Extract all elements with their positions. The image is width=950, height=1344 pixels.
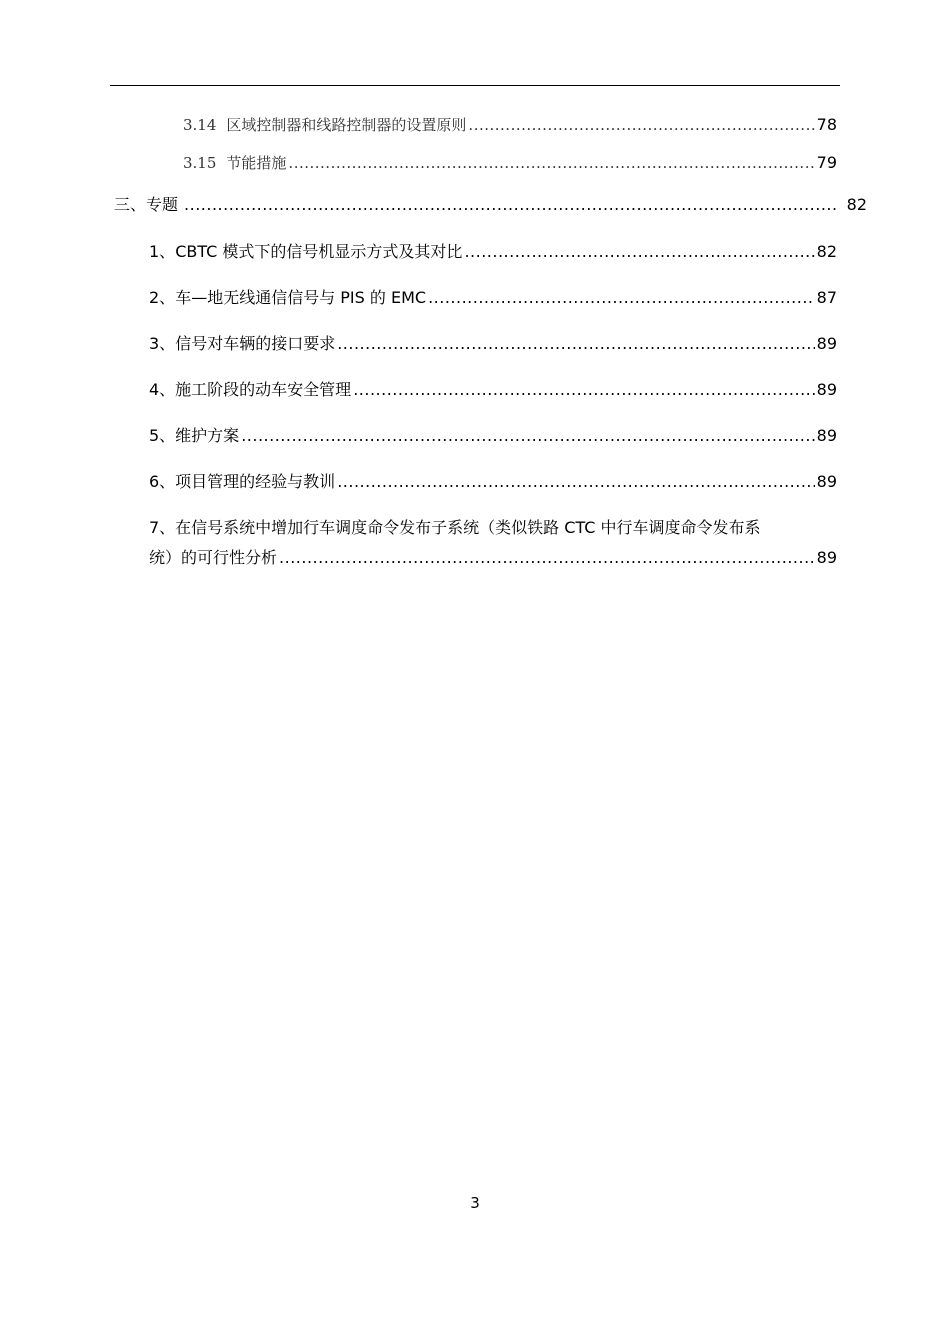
- toc-leader: [464, 242, 814, 261]
- toc-leader: [279, 548, 815, 567]
- toc-entry[interactable]: [183, 152, 837, 176]
- toc-title: CBTC 模式下的信号机显示方式及其对比: [175, 242, 463, 261]
- toc-page: 78: [816, 115, 837, 134]
- toc-leader: [337, 334, 814, 353]
- toc-leader: [353, 380, 814, 399]
- toc-number: 3.14: [183, 116, 217, 134]
- toc-leader: [337, 472, 814, 491]
- header-rule: [110, 85, 840, 86]
- toc-entry[interactable]: [149, 331, 837, 355]
- toc-page: 87: [816, 288, 837, 307]
- toc-page: 89: [816, 548, 837, 567]
- toc-entry[interactable]: [149, 545, 837, 569]
- toc-page: 79: [816, 153, 837, 172]
- toc-entry[interactable]: [149, 377, 837, 401]
- toc-leader: [184, 195, 839, 214]
- toc-page: 89: [816, 334, 837, 353]
- toc-leader: [241, 426, 814, 445]
- toc-title: 6、项目管理的经验与教训: [149, 472, 336, 491]
- toc-title: 专题: [146, 195, 179, 214]
- toc-leader: [288, 154, 814, 172]
- toc-entry[interactable]: [149, 423, 837, 447]
- toc-title: 节能措施: [226, 154, 287, 172]
- toc-number: 1、: [149, 242, 176, 261]
- toc-entry[interactable]: [183, 114, 837, 138]
- toc-number: 3.15: [183, 154, 217, 172]
- toc-page: 82: [816, 242, 837, 261]
- toc-title-line1[interactable]: 7、在信号系统中增加行车调度命令发布子系统（类似铁路 CTC 中行车调度命令发布系: [149, 518, 761, 537]
- toc-entry[interactable]: [114, 192, 867, 216]
- toc-entry[interactable]: [149, 469, 837, 493]
- toc-leader: [428, 288, 815, 307]
- page-number: 3: [470, 1194, 480, 1212]
- toc-title: 信号对车辆的接口要求: [175, 334, 336, 353]
- toc-page: 82: [846, 195, 867, 214]
- toc-page: 89: [816, 426, 837, 445]
- toc-number: 3、: [149, 334, 176, 353]
- toc-entry[interactable]: [149, 285, 837, 309]
- toc-title-line2: 统）的可行性分析: [149, 548, 278, 567]
- toc-number: 2、: [149, 288, 176, 307]
- toc-title: 区域控制器和线路控制器的设置原则: [226, 116, 467, 134]
- toc-title: 车—地无线通信信号与 PIS 的 EMC: [175, 288, 427, 307]
- toc-entry[interactable]: [149, 239, 837, 263]
- toc-title: 5、维护方案: [149, 426, 240, 445]
- toc-number: 三、: [114, 195, 147, 214]
- toc-page: 89: [816, 380, 837, 399]
- toc-title: 4、施工阶段的动车安全管理: [149, 380, 352, 399]
- toc-page: 89: [816, 472, 837, 491]
- toc-leader: [468, 116, 814, 134]
